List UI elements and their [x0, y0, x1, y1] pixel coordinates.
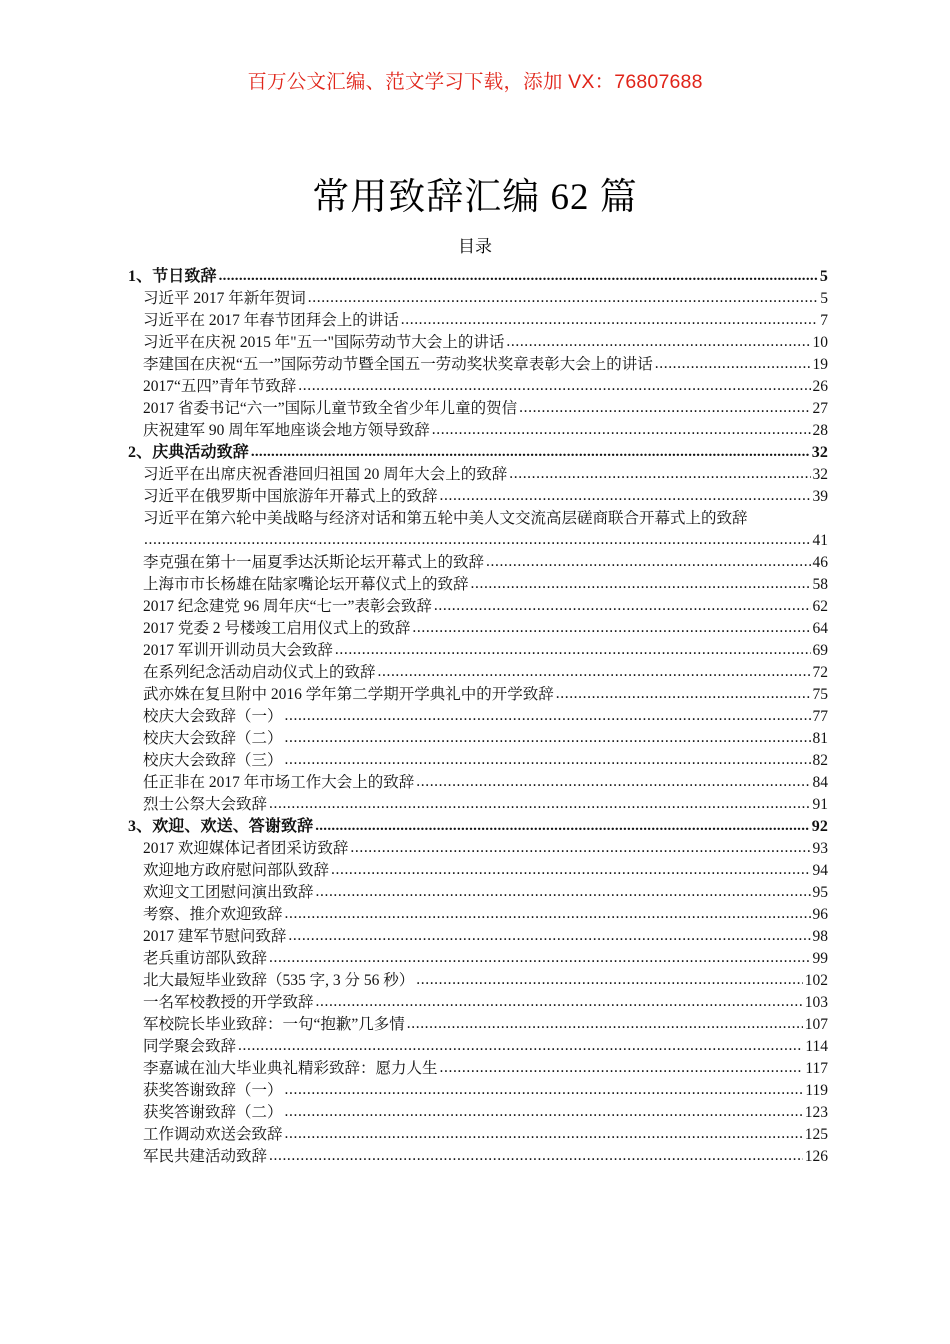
- toc-dot-leader: [285, 728, 811, 744]
- toc-page-number: 75: [812, 686, 828, 703]
- toc-dot-leader: [407, 1014, 803, 1030]
- toc-page-number: 94: [812, 862, 828, 879]
- toc-item[interactable]: [143, 1102, 828, 1124]
- toc-entry-label: 习近平 2017 年新年贺词: [143, 290, 306, 307]
- toc-item[interactable]: [143, 552, 828, 574]
- toc-item[interactable]: [143, 1058, 828, 1080]
- toc-dot-leader: [486, 552, 810, 568]
- toc-item[interactable]: [143, 288, 828, 310]
- toc-entry-label: 欢迎文工团慰问演出致辞: [143, 884, 314, 901]
- toc-item[interactable]: [143, 310, 828, 332]
- toc-entry-label: 北大最短毕业致辞（535 字, 3 分 56 秒）: [143, 972, 415, 989]
- toc-page-number: 32: [812, 466, 828, 483]
- toc-item[interactable]: [143, 464, 828, 486]
- toc-item[interactable]: [143, 574, 828, 596]
- toc-dot-leader: [298, 376, 810, 392]
- toc-dot-leader: [655, 354, 811, 370]
- toc-entry-label: 军校院长毕业致辞：一句“抱歉”几多情: [143, 1016, 405, 1033]
- toc-entry-label: 军民共建活动致辞: [143, 1148, 268, 1165]
- toc-entry-label: 1、节日致辞: [128, 268, 217, 285]
- toc-entry-label: 习近平在第六轮中美战略与经济对话和第五轮中美人文交流高层磋商联合开幕式上的致辞: [143, 510, 748, 527]
- toc-dot-leader: [378, 662, 811, 678]
- toc-item[interactable]: [143, 376, 828, 398]
- toc-page-number: 5: [820, 290, 828, 307]
- toc-dot-leader: [350, 838, 810, 854]
- toc-page-number: 46: [812, 554, 828, 571]
- toc-dot-leader: [440, 1058, 804, 1074]
- toc-item[interactable]: [143, 508, 828, 552]
- toc-entry-label: 3、欢迎、欢送、答谢致辞: [128, 818, 314, 835]
- toc-item[interactable]: [143, 970, 828, 992]
- toc-page-number: 93: [812, 840, 828, 857]
- toc-dot-leader: [416, 970, 802, 986]
- toc-page-number: 62: [812, 598, 828, 615]
- toc-dot-leader: [219, 266, 818, 282]
- toc-entry-label: 欢迎地方政府慰问部队致辞: [143, 862, 330, 879]
- toc-page-number: 103: [804, 994, 828, 1011]
- toc-item[interactable]: [143, 1080, 828, 1102]
- toc-entry-label: 2017 省委书记“六一”国际儿童节致全省少年儿童的贺信: [143, 400, 518, 417]
- toc-dot-leader: [440, 486, 811, 502]
- toc-entry-label: 校庆大会致辞（二）: [143, 730, 283, 747]
- toc-dot-leader: [288, 926, 810, 942]
- toc-dot-leader: [315, 816, 810, 832]
- toc-entry-label: 2017 党委 2 号楼竣工启用仪式上的致辞: [143, 620, 411, 637]
- toc-page-number: 10: [812, 334, 828, 351]
- toc-entry-label: 获奖答谢致辞（二）: [143, 1104, 283, 1121]
- toc-page-number: 119: [805, 1082, 828, 1099]
- toc-item[interactable]: [143, 838, 828, 860]
- document-subtitle: 目录: [458, 237, 492, 256]
- toc-entry-label: 习近平在 2017 年春节团拜会上的讲话: [143, 312, 399, 329]
- toc-item[interactable]: [143, 662, 828, 684]
- toc-entry-label: 2017 建军节慰问致辞: [143, 928, 287, 945]
- toc-page-number: 82: [812, 752, 828, 769]
- toc-item[interactable]: [143, 772, 828, 794]
- toc-page-number: 126: [804, 1148, 828, 1165]
- toc-entry-label: 老兵重访部队致辞: [143, 950, 268, 967]
- toc-page-number: 123: [804, 1104, 828, 1121]
- toc-entry-label: 同学聚会致辞: [143, 1038, 237, 1055]
- toc-page-number: 28: [812, 422, 828, 439]
- toc-entry-label: 校庆大会致辞（一）: [143, 708, 283, 725]
- toc-entry-label: 李建国在庆祝“五一”国际劳动节暨全国五一劳动奖状奖章表彰大会上的讲话: [143, 356, 653, 373]
- toc-item[interactable]: [143, 640, 828, 662]
- toc-entry-label: 李克强在第十一届夏季达沃斯论坛开幕式上的致辞: [143, 554, 485, 571]
- toc-dot-leader: [269, 1146, 803, 1162]
- toc-page-number: 27: [812, 400, 828, 417]
- toc-page-number: 58: [812, 576, 828, 593]
- toc-entry-label: 在系列纪念活动启动仪式上的致辞: [143, 664, 376, 681]
- toc-page-number: 95: [812, 884, 828, 901]
- toc-item[interactable]: [143, 794, 828, 816]
- toc-item[interactable]: [143, 1014, 828, 1036]
- toc-entry-wrap-tail: [143, 530, 828, 552]
- toc-item[interactable]: [143, 706, 828, 728]
- toc-item[interactable]: [143, 1036, 828, 1058]
- toc-page-number: 84: [812, 774, 828, 791]
- toc-page-number: 32: [811, 444, 828, 461]
- toc-dot-leader: [556, 684, 811, 700]
- toc-page-number: 5: [819, 268, 828, 285]
- toc-dot-leader: [285, 1124, 803, 1140]
- toc-entry-label: 获奖答谢致辞（一）: [143, 1082, 283, 1099]
- toc-dot-leader: [401, 310, 818, 326]
- toc-entry-label: 习近平在出席庆祝香港回归祖国 20 周年大会上的致辞: [143, 466, 508, 483]
- toc-dot-leader: [285, 1102, 803, 1118]
- toc-entry-label: 一名军校教授的开学致辞: [143, 994, 314, 1011]
- toc-entry-label: 2、庆典活动致辞: [128, 444, 249, 461]
- toc-item[interactable]: [143, 728, 828, 750]
- toc-item[interactable]: [143, 882, 828, 904]
- toc-dot-leader: [331, 860, 810, 876]
- toc-item[interactable]: [143, 332, 828, 354]
- toc-page-number: 7: [820, 312, 828, 329]
- toc-page-number: 19: [812, 356, 828, 373]
- toc-item[interactable]: [143, 398, 828, 420]
- toc-entry-label: 烈士公祭大会致辞: [143, 796, 268, 813]
- toc-page-number: 99: [812, 950, 828, 967]
- toc-entry-label: 习近平在俄罗斯中国旅游年开幕式上的致辞: [143, 488, 438, 505]
- toc-dot-leader: [285, 904, 811, 920]
- toc-entry-label: 2017“五四”青年节致辞: [143, 378, 297, 395]
- toc-item[interactable]: [143, 860, 828, 882]
- toc-page-number: 102: [804, 972, 828, 989]
- toc-page-number: 96: [812, 906, 828, 923]
- toc-item[interactable]: [143, 948, 828, 970]
- toc-dot-leader: [269, 794, 810, 810]
- toc-entry-label: 任正非在 2017 年市场工作大会上的致辞: [143, 774, 415, 791]
- toc-entry-label: 2017 纪念建党 96 周年庆“七一”表彰会致辞: [143, 598, 432, 615]
- toc-page-number: 77: [812, 708, 828, 725]
- toc-dot-leader: [285, 750, 811, 766]
- toc-dot-leader: [519, 398, 810, 414]
- toc-item[interactable]: [143, 420, 828, 442]
- toc-page-number: 114: [805, 1038, 828, 1055]
- toc-page-number: 26: [812, 378, 828, 395]
- toc-dot-leader: [509, 464, 810, 480]
- toc-item[interactable]: [143, 904, 828, 926]
- toc-entry-label: 工作调动欢送会致辞: [143, 1126, 283, 1143]
- toc-section-heading[interactable]: [128, 442, 828, 464]
- table-of-contents: [0, 266, 950, 1168]
- toc-page-number: 39: [812, 488, 828, 505]
- toc-dot-leader: [412, 618, 810, 634]
- toc-item[interactable]: [143, 354, 828, 376]
- toc-dot-leader: [416, 772, 810, 788]
- toc-entry-label: 考察、推介欢迎致辞: [143, 906, 283, 923]
- toc-dot-leader: [506, 332, 810, 348]
- toc-dot-leader: [251, 442, 810, 458]
- toc-section-heading[interactable]: [128, 266, 828, 288]
- promo-header-text: 百万公文汇编、范文学习下载，添加 VX：76807688: [247, 71, 703, 93]
- toc-item[interactable]: [143, 1124, 828, 1146]
- toc-page-number: 69: [812, 642, 828, 659]
- toc-entry-label: 李嘉诚在汕大毕业典礼精彩致辞：愿力人生: [143, 1060, 438, 1077]
- toc-dot-leader: [285, 1080, 804, 1096]
- toc-page-number: 117: [805, 1060, 828, 1077]
- toc-item[interactable]: [143, 618, 828, 640]
- toc-item[interactable]: [143, 1146, 828, 1168]
- toc-item[interactable]: [143, 750, 828, 772]
- toc-entry-label: 武亦姝在复旦附中 2016 学年第二学期开学典礼中的开学致辞: [143, 686, 554, 703]
- toc-page-number: 41: [812, 532, 828, 549]
- toc-page-number: 81: [812, 730, 828, 747]
- toc-dot-leader: [335, 640, 811, 656]
- toc-dot-leader: [434, 596, 811, 612]
- toc-dot-leader: [238, 1036, 803, 1052]
- toc-page-number: 98: [812, 928, 828, 945]
- toc-entry-label: 校庆大会致辞（三）: [143, 752, 283, 769]
- toc-page-number: 91: [812, 796, 828, 813]
- toc-item[interactable]: [143, 684, 828, 706]
- toc-page-number: 92: [811, 818, 828, 835]
- toc-dot-leader: [471, 574, 811, 590]
- toc-entry-label: 2017 欢迎媒体记者团采访致辞: [143, 840, 349, 857]
- toc-entry-label: 习近平在庆祝 2015 年"五一"国际劳动节大会上的讲话: [143, 334, 505, 351]
- toc-item[interactable]: [143, 486, 828, 508]
- document-title: 常用致辞汇编 62 篇: [312, 177, 638, 218]
- toc-entry-label: 庆祝建军 90 周年军地座谈会地方领导致辞: [143, 422, 430, 439]
- toc-item[interactable]: [143, 596, 828, 618]
- toc-page-number: 72: [812, 664, 828, 681]
- toc-dot-leader: [269, 948, 810, 964]
- toc-dot-leader: [285, 706, 811, 722]
- toc-page-number: 107: [804, 1016, 828, 1033]
- toc-dot-leader: [316, 992, 803, 1008]
- toc-dot-leader: [308, 288, 818, 304]
- toc-item[interactable]: [143, 992, 828, 1014]
- toc-entry-label: 上海市市长杨雄在陆家嘴论坛开幕仪式上的致辞: [143, 576, 469, 593]
- toc-page-number: 125: [804, 1126, 828, 1143]
- toc-dot-leader: [316, 882, 811, 898]
- toc-page-number: 64: [812, 620, 828, 637]
- toc-section-heading[interactable]: [128, 816, 828, 838]
- toc-dot-leader: [144, 530, 811, 546]
- toc-entry-label: 2017 军训开训动员大会致辞: [143, 642, 333, 659]
- toc-dot-leader: [432, 420, 811, 436]
- toc-item[interactable]: [143, 926, 828, 948]
